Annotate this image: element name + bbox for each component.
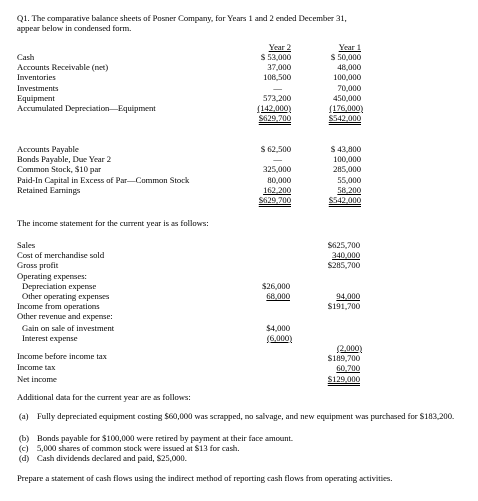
asset-y1: 450,000 [333, 93, 361, 103]
dep-value: $26,000 [262, 281, 290, 291]
item-tag: (c) [19, 443, 29, 453]
additional-intro: Additional data for the current year are as follows: [17, 392, 191, 402]
asset-label: Accounts Receivable (net) [17, 62, 109, 72]
asset-y1: $ 50,000 [330, 52, 361, 62]
liability-y1: 58,200 [337, 185, 361, 195]
assets-total-y1: $542,000 [328, 113, 361, 123]
cogs-label: Cost of merchandise sold [17, 250, 105, 260]
question-line-1: Q1. The comparative balance sheets of Posner Company, for Years 1 and 2 ended December 31, [17, 13, 347, 23]
item-text: 5,000 shares of common stock were issued at $13 for cash. [37, 443, 240, 453]
interest-value: (6,000) [266, 333, 292, 343]
asset-label: Accumulated Depreciation—Equipment [17, 103, 156, 113]
opex-header: Operating expenses: [17, 271, 87, 281]
dep-label: Depreciation expense [22, 281, 97, 291]
item-tag: (b) [19, 433, 30, 443]
asset-y2: 108,500 [263, 72, 291, 82]
liability-y1: 100,000 [333, 154, 361, 164]
liability-y1: 285,000 [333, 164, 361, 174]
tax-value: 60,700 [336, 363, 360, 373]
asset-label: Inventories [17, 72, 56, 82]
asset-y2: $ 53,000 [260, 52, 291, 62]
interest-label: Interest expense [22, 333, 78, 343]
liability-y2: — [273, 154, 282, 164]
before-tax-label: Income before income tax [17, 351, 107, 361]
tax-label: Income tax [17, 362, 56, 372]
gain-value: $4,000 [266, 323, 290, 333]
asset-label: Investments [17, 83, 59, 93]
asset-y2: 37,000 [267, 62, 291, 72]
income-intro: The income statement for the current year is as follows: [17, 218, 209, 228]
ops-income-value: $191,700 [327, 301, 360, 311]
liability-label: Common Stock, $10 par [17, 164, 102, 174]
item-tag: (a) [19, 411, 29, 421]
instruction: Prepare a statement of cash flows using the indirect method of reporting cash flows from operating activities. [17, 473, 393, 483]
gross-label: Gross profit [17, 260, 59, 270]
other-header: Other revenue and expense: [17, 311, 113, 321]
liability-y1: $ 43,800 [330, 144, 361, 154]
gross-value: $285,700 [327, 260, 360, 270]
col-header-year2: Year 2 [268, 42, 291, 52]
item-text: Fully depreciated equipment costing $60,000 was scrapped, no salvage, and new equipment was purchased for $183,200. [37, 411, 455, 421]
other-total: (2,000) [336, 343, 362, 353]
other-opex-value: 68,000 [266, 291, 290, 301]
liabilities-total-y2: $629,700 [258, 195, 291, 205]
gain-label: Gain on sale of investment [22, 323, 115, 333]
net-value: $129,000 [327, 374, 360, 384]
other-opex-label: Other operating expenses [22, 291, 110, 301]
asset-y1: (176,000) [329, 103, 363, 113]
liability-y2: 162,200 [263, 185, 291, 195]
liability-label: Bonds Payable, Due Year 2 [17, 154, 112, 164]
liability-y2: 325,000 [263, 164, 291, 174]
liability-label: Accounts Payable [17, 144, 79, 154]
asset-y2: (142,000) [257, 103, 291, 113]
asset-label: Equipment [17, 93, 55, 103]
liability-y1: 55,000 [337, 175, 361, 185]
liability-label: Retained Earnings [17, 185, 81, 195]
liabilities-total-y1: $542,000 [328, 195, 361, 205]
cogs-value: 340,000 [332, 250, 360, 260]
col-header-year1: Year 1 [338, 42, 361, 52]
assets-total-y2: $629,700 [258, 113, 291, 123]
item-tag: (d) [19, 453, 30, 463]
sales-label: Sales [17, 240, 36, 250]
before-tax-value: $189,700 [327, 353, 360, 363]
sales-value: $625,700 [327, 240, 360, 250]
item-text: Cash dividends declared and paid, $25,000. [37, 453, 187, 463]
asset-y1: 48,000 [337, 62, 361, 72]
opex-total: 94,000 [336, 291, 360, 301]
item-text: Bonds payable for $100,000 were retired by payment at their face amount. [37, 433, 294, 443]
asset-y1: 70,000 [337, 83, 361, 93]
question-line-2: appear below in condensed form. [17, 23, 132, 33]
asset-y2: — [273, 83, 282, 93]
liability-y2: 80,000 [267, 175, 291, 185]
asset-label: Cash [17, 52, 35, 62]
ops-income-label: Income from operations [17, 301, 100, 311]
asset-y1: 100,000 [333, 72, 361, 82]
liability-label: Paid-In Capital in Excess of Par—Common Stock [17, 175, 190, 185]
asset-y2: 573,200 [263, 93, 291, 103]
liability-y2: $ 62,500 [260, 144, 291, 154]
net-label: Net income [17, 374, 57, 384]
